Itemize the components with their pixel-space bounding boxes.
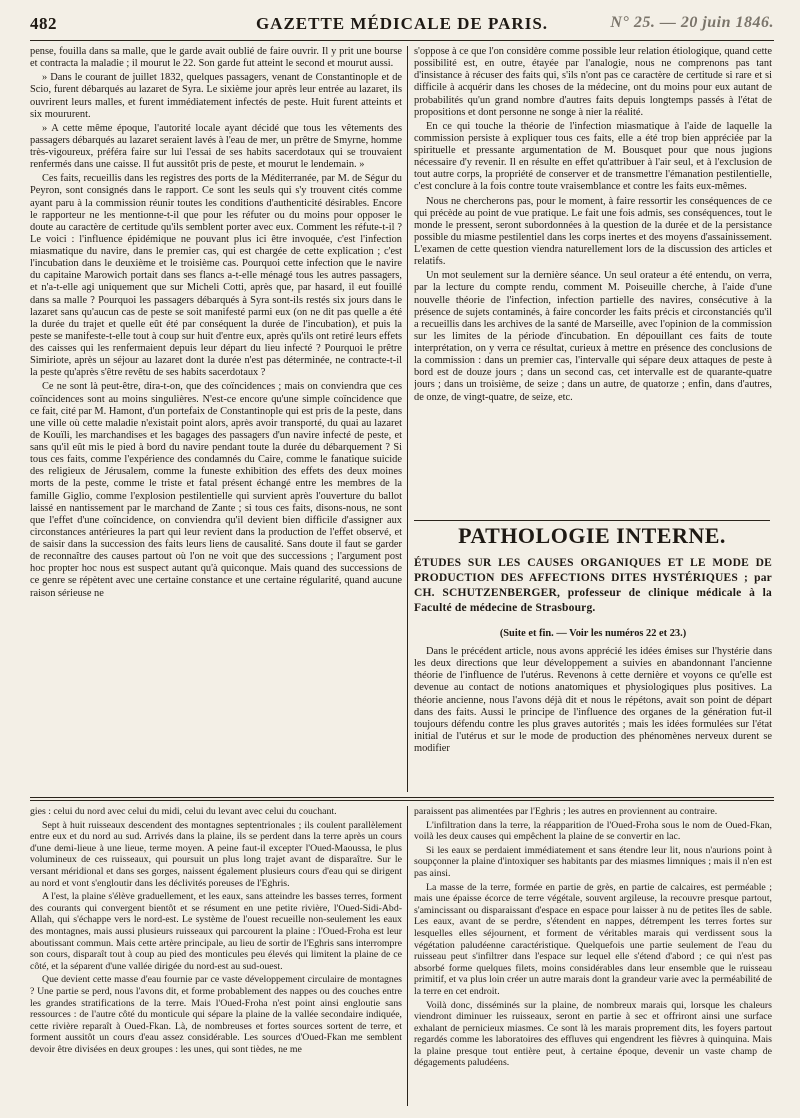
paragraph: Nous ne chercherons pas, pour le moment, à faire ressortir les conséquences de ce qui précède au point de vue pratique. Le fait une fois admis, ses conséquences, tout le monde le pressent, seront subordonnées à la question de la durée et de la persistance possible du miasme pestilentiel dans les corps inertes et des moyens d'assainissement. L'examen de cette question viendra naturellement lors de la discussion des articles et relatifs. (414, 195, 772, 268)
paragraph: gies : celui du nord avec celui du midi, celui du levant avec celui du couchant. (30, 806, 337, 817)
bottom-left-column (30, 806, 402, 1106)
paragraph: » A cette même époque, l'autorité locale ayant décidé que tous les vêtements des passagers débarqués au lazaret seraient lavés à l'eau de mer, un prêtre de Smyrne, homme très-vigoureux, préféra faire sur lui l'essai de ses habits sacerdotaux qui se trouvaient renfermés dans une caisse. Il fut aussitôt pris de peste, et mourut le lendemain. » (30, 122, 402, 171)
paragraph: paraissent pas alimentées par l'Eghris ; les autres en proviennent au contraire. (414, 806, 718, 817)
paragraph: Voilà donc, disséminés sur la plaine, de nombreux marais qui, lorsque les chaleurs viendront diminuer les ruisseaux, seront en partie à sec et offriront ainsi une surface exhalant de pernicieux miasmes. Ce sont là les marais proprement dits, les foyers partout regardés comme les laboratoires des effluves qui engendrent les fièvres à quinquina. Mais la plaine presque tout entière peut, à certaine époque, devenir un vaste champ de dégagements paludéens. (414, 999, 772, 1069)
paragraph: L'infiltration dans la terre, la réapparition de l'Oued-Froha sous le nom de Oued-Fkan, voilà les deux causes qui empêchent la plaine de se convertir en lac. (414, 819, 772, 843)
feuilleton-rule (30, 797, 774, 798)
article-title: ÉTUDES SUR LES CAUSES ORGANIQUES ET LE MODE DE PRODUCTION DES AFFECTIONS DITES HYSTÉRIQUES ; par CH. SCHUTZENBERGER, professeur de clinique médicale à la Faculté de médecine de Strasbourg. (414, 557, 772, 614)
page-header (30, 14, 774, 38)
paragraph: La masse de la terre, formée en partie de grès, en partie de calcaires, est perméable ; mais une épaisse écorce de terre végétale, souvent argileuse, la recouvre presque partout, s'amincissant ou disparaissant d'espace en espace pour laisser à nu de petites îles de sable. Les eaux, avant de se perdre, s'étendent en nappes, détrempent les terres fortes sur lesquelles elles séjournent, et forment de véritables marais qui verdissent sous la végétation paludéenne caractéristique. Quelquefois une partie seulement de l'eau du ruisseau peut s'infiltrer dans l'espace sur lequel elle s'étend d'abord ; ce qui n'est pas absorbé forme quelques filets, moins considérables dans leur ensemble que le ruisseau primitif, et va plus loin créer un autre marais dont la grandeur varie avec la perméabilité de la terre en cet endroit. (414, 881, 772, 997)
bottom-right-column (414, 806, 772, 1106)
paragraph: pense, fouilla dans sa malle, que le garde avait oublié de faire ouvrir. Il y prit une bourse et contracta la maladie ; il mourut le 22. Son garde fut atteint le second et mourut aussi. (30, 46, 402, 70)
page-number: 482 (30, 14, 57, 33)
issue-date: N° 25. — 20 juin 1846. (610, 14, 774, 31)
top-right-column (414, 46, 772, 516)
article-body (414, 646, 772, 792)
paragraph: Dans le précédent article, nous avons apprécié les idées émises sur l'hystérie dans les deux directions que leur développement a suivies en abandonnant l'ancienne théorie de l'influence de l'utérus. Revenons à cette dernière et voyons ce qu'elle est devenue au contact de notions anatomiques et physiologiques plus positives. La théorie ancienne, nous l'avons déjà dit et nous le répétons, avait son point de départ dans des faits. Aussi le principe de l'influence des organes de la génération fut-il toujours défendu contre les plus graves autorités ; mais les idées formulées sur l'état initial de l'utérus et sur le mode de production des phénomènes nerveux durent se modifier (414, 646, 772, 754)
paragraph: s'oppose à ce que l'on considère comme possible leur relation étiologique, quand cette possibilité est, en outre, étayée par l'analogie, nous ne comprenons pas tant d'insistance à récuser des faits qui, s'ils n'ont pas ce caractère de certitude si rare et si difficile à acquérir dans les choses de la médecine, ont du moins pour eux autant de probabilités qu'un grand nombre d'autres faits depuis longtemps passés à l'état de propositions et dont personne ne songe à nier la réalité. (414, 46, 772, 118)
paragraph: A l'est, la plaine s'élève graduellement, et les eaux, sans atteindre les basses terres, forment des courants qui convergent bientôt et se résument en une petite rivière, l'Oued-Sidi-Abd-Allah, qui s'échappe vers le nord-est. Le système de l'ouest recueille non-seulement les eaux des montagnes, mais aussi plusieurs ruisseaux qui parcourent la plaine : l'Oued-Froha est leur aboutissant commun. Mais cette artère principale, au lieu de sortir de l'Eghris sans interrompre son cours, disparaît tout à coup au pied des monticules peu élevés qui limitent la plaine de ce côté, et la séparent d'une vallée dirigée du nord-est au sud-ouest. (30, 891, 402, 972)
paragraph: » Dans le courant de juillet 1832, quelques passagers, venant de Constantinople et de Scio, furent débarqués au lazaret de Syra. Le sixième jour après leur entrée au lazaret, ils ouvrirent leurs malles, et furent immédiatement infectés de peste. Huit furent atteints et six moururent. (30, 72, 402, 120)
top-left-column (30, 46, 402, 792)
section-heading: PATHOLOGIE INTERNE. (414, 520, 770, 549)
paragraph: Que devient cette masse d'eau fournie par ce vaste développement circulaire de montagnes ? Une partie se perd, nous l'avons dit, et forme probablement des nappes ou des couches entre les grandes stratifications de la terre. Mais l'Oued-Froha n'est point ainsi engloutie sans ressources : de l'autre côté du monticule qui sépare la plaine de la vallée secondaire indiquée, cette rivière reparaît à Oued-Fkan. Là, de nombreuses et fortes sources sortent de terre, et forment aussitôt un cours d'eau assez considérable. Les sources d'Oued-Fkan me semblent devoir être divisées en deux groupes : les unes, qui sont tièdes, ne me (30, 974, 402, 1055)
continuation-note: (Suite et fin. — Voir les numéros 22 et 23.) (499, 628, 687, 639)
paragraph: Ces faits, recueillis dans les registres des ports de la Méditerranée, par M. de Ségur du Peyron, sont consignés dans le rapport. Ce sont les seuls qui s'y trouvent cités comme ayant paru à la commission réunir toutes les conditions d'authenticité désirables. Encore le rapporteur ne les mentionne-t-il que pour les réfuter ou du moins pour opposer le doute au caractère de certitude qu'ils semblent porter avec eux. Comment les réfute-t-il ? Le voici : l'influence épidémique ne pouvant plus ici être invoquée, c'est l'infection miasmatique du navire, dans le premier cas, qui est chargée de cette explication ; c'est l'incubation dans le deuxième et le troisième cas. Pourquoi cette infection que le navire du capitaine Marowich portait dans ses flancs a-t-elle ménagé tous les autres passagers, et n'a-t-elle agi uniquement que sur Micheli Cotti, après que, par hasard, il eut fouillé dans sa malle ? Pourquoi les passagers débarqués à Syra sont-ils restés six jours dans le lazaret sans qu'aucun cas de peste se soit manifesté parmi eux (on ne dit pas quelle a été la durée du trajet et quelle eût été par conséquent la durée de l'incubation), et puis la peste se manifeste-t-elle tout à coup sur huit d'entre eux, après qu'ils ont retiré leurs effets des caisses qui les renfermaient depuis leur départ du lieu infecté ? Pourquoi le prêtre Simiriote, après un séjour au lazaret dont la durée n'est pas déterminée, ne contracte-t-il la peste qu'après s'être revêtu de ses habits sacerdotaux ? (30, 173, 402, 379)
header-rule (30, 40, 774, 41)
column-divider (407, 46, 408, 792)
column-divider (407, 806, 408, 1106)
paragraph: Sept à huit ruisseaux descendent des montagnes septentrionales ; ils coulent parallèlement entre eux et du nord au sud. Arrivés dans la plaine, ils se perdent dans la terre après un cours d'une demi-lieue à une lieue, terme moyen. A peine faut-il excepter l'Oued-Maoussa, le plus volumineux de ces ruisseaux, qui poursuit un plus long trajet avant de disparaître. Sur le versant méridional et dans ses gorges, naissent également plusieurs cours d'eau qui se dirigent au nord et vont s'engloutir dans les déclivités poreuses de l'Eghris. (30, 819, 402, 889)
feuilleton-rule-double (30, 800, 774, 801)
paragraph: Un mot seulement sur la dernière séance. Un seul orateur a été entendu, on verra, par la lecture du compte rendu, comment M. Poiseuille cherche, à l'aide d'une nouvelle théorie de l'infection, infection partielle des navires, consécutive à la présence de sujets contaminés, à faire concorder les faits précis et circonstanciés qu'il a recueillis dans les archives de la santé de Marseille, avec l'opinion de la commission sur les limites de la période d'incubation. En dépouillant ces faits de toute interprétation, on y verra ce résultat, curieux à mettre en présence des conclusions de la commission : dans un premier cas, l'intervalle qui sépare deux attaques de peste à bord est de douze jours ; dans un second cas, cet intervalle est de quarante-quatre jours ; dans un troisième, de seize ; dans un autre, de quatorze ; enfin, dans d'autres, de onze, de vingt-quatre, de seize, etc. (414, 270, 772, 403)
paragraph: En ce qui touche la théorie de l'infection miasmatique à l'aide de laquelle la commission persiste à expliquer tous ces faits, elle a été trop bien appréciée par la spirituelle et pressante argumentation de M. Bousquet pour que nous jugions nécessaire d'y revenir. Il en résulte en effet qu'attribuer à l'air seul, et à l'exclusion de tout autre corps, la propriété de conserver et de transmettre l'émanation pestilentielle, c'est conclure à la fois contre toute vraisemblance et contre les faits eux-mêmes. (414, 120, 772, 193)
paragraph: Ce ne sont là peut-être, dira-t-on, que des coïncidences ; mais on conviendra que ces coïncidences sont au moins singulières. N'est-ce encore qu'une simple coïncidence que ce fait, cité par M. Hamont, d'un portefaix de Constantinople qui est pris de la peste, dans une ville où cette maladie n'existait point alors, après avoir transporté, du quai au lazaret de Kouïli, les marchandises et les bagages des passagers d'un navire infecté de peste, et sans qu'il eût mis le pied à bord du navire pendant toute la durée du débarquement ? Si tous ces faits, comme l'expérience des condamnés du Caire, comme le fanatique suicide des religieux de Jérusalem, comme la funeste exhibition des effets des deux moines morts de la peste, comme le triste et fatal présent échangé entre les membres de la famille Giglio, comme l'explosion pestilentielle qui survient après l'ouverture du ballot laissé en nantissement par le marchand de Zante ; si tous ces faits, disons-nous, ne sont que l'effet d'une coïncidence, on conviendra qu'il devient bien difficile d'assigner aux circonstances antérieures la part qui leur revient dans la production de l'effet observé, et de saisir dans la succession des faits leurs liens de causalité. Sans doute il faut se garder de reconnaître des causes partout où l'on ne voit que des successions ; l'argument post hoc propter hoc nous est suspect autant qu'à quiconque. Mais quand des successions de ce genre se répètent avec une certaine constance et une certaine régularité, quand aucune raison sérieuse ne (30, 381, 402, 599)
paragraph: Si les eaux se perdaient immédiatement et sans étendre leur lit, nous n'aurions point à soupçonner la plaine d'intoxiquer ses habitants par des miasmes limniques ; mais il n'en est pas ainsi. (414, 844, 772, 879)
journal-title: GAZETTE MÉDICALE DE PARIS. (255, 14, 549, 33)
